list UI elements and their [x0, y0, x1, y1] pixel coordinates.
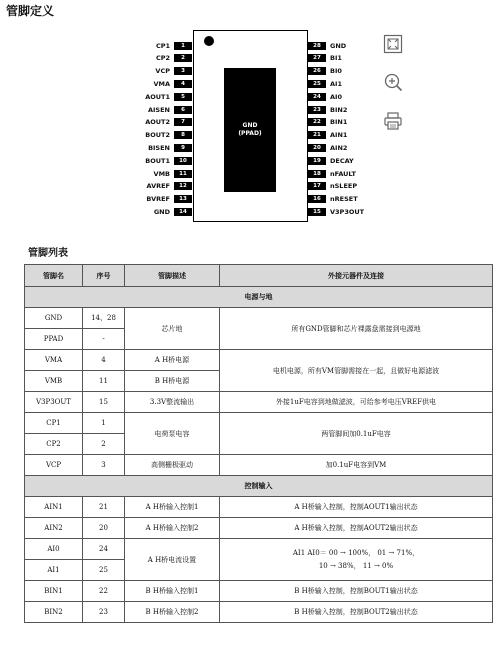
- pin-left-6: [120, 105, 192, 114]
- pin-number-box: 24: [308, 93, 326, 101]
- pin-list-heading: 管脚列表: [28, 248, 68, 259]
- pin-name-label: BOUT1: [145, 156, 170, 165]
- pin-left-7: [120, 118, 192, 127]
- pin-right-15: [308, 207, 388, 216]
- pin-name-cell: AIN2: [25, 518, 83, 539]
- pin-desc-cell: B H桥输入控制2: [125, 602, 220, 623]
- image-icon[interactable]: [382, 33, 404, 55]
- col-header-description: 管脚描述: [125, 265, 220, 287]
- thermal-pad: [224, 68, 276, 192]
- pin-name-label: VMB: [153, 169, 170, 178]
- pin-ext-cell: B H桥输入控制，控制BOUT2输出状态: [220, 602, 493, 623]
- print-icon[interactable]: [382, 110, 404, 132]
- pin-number-box: 22: [308, 118, 326, 126]
- pin-ext-cell: 电机电源，所有VM管脚需接在一起，且做好电源滤波: [220, 350, 493, 392]
- pin-number-box: 12: [174, 182, 192, 190]
- pin-number-box: 7: [174, 118, 192, 126]
- pin-name-label: AIN2: [330, 143, 348, 152]
- pin-left-5: [120, 92, 192, 101]
- pin-number-cell: 1: [83, 413, 125, 434]
- thermal-pad-label: GND: [242, 122, 258, 129]
- pin-right-27: [308, 54, 388, 63]
- table-row: [25, 350, 493, 371]
- pin-number-box: 3: [174, 67, 192, 75]
- pin-desc-cell: 芯片地: [125, 308, 220, 350]
- col-header-number: 序号: [83, 265, 125, 287]
- pin-desc-cell: 3.3V整流输出: [125, 392, 220, 413]
- pin-number-box: 21: [308, 131, 326, 139]
- col-header-external: 外接元器件及连接: [220, 265, 493, 287]
- pin-ext-cell: 两管脚间加0.1uF电容: [220, 413, 493, 455]
- pin-name-label: BI1: [330, 54, 342, 63]
- pin-definition-heading: 管脚定义: [6, 4, 55, 18]
- pin-desc-cell: A H桥输入控制2: [125, 518, 220, 539]
- pin-number-cell: 15: [83, 392, 125, 413]
- pin-number-box: 20: [308, 144, 326, 152]
- pin-left-4: [120, 79, 192, 88]
- pin1-marker: [204, 36, 214, 46]
- ext-line: 10 → 38%， 11 → 0%: [318, 561, 394, 570]
- pin-number-cell: 11: [83, 371, 125, 392]
- pin-name-label: GND: [330, 41, 347, 50]
- pin-left-13: [120, 195, 192, 204]
- pin-number-box: 19: [308, 157, 326, 165]
- section-title-control: 控制输入: [25, 476, 493, 497]
- table-row: [25, 518, 493, 539]
- pin-name-label: BIN2: [330, 105, 348, 114]
- pin-number-box: 25: [308, 80, 326, 88]
- col-header-pin-name: 管脚名: [25, 265, 83, 287]
- table-row: [25, 308, 493, 329]
- pin-ext-cell: 所有GND管脚和芯片裸露盘需接到电源地: [220, 308, 493, 350]
- pin-right-25: [308, 79, 388, 88]
- pin-name-label: V3P3OUT: [330, 207, 365, 216]
- table-row: [25, 455, 493, 476]
- pin-left-11: [120, 169, 192, 178]
- pin-desc-cell: 电荷泵电容: [125, 413, 220, 455]
- pin-right-22: [308, 118, 388, 127]
- pin-name-label: GND: [153, 207, 170, 216]
- pin-number-box: 5: [174, 93, 192, 101]
- pin-number-box: 15: [308, 208, 326, 216]
- pin-name-label: CP1: [155, 41, 170, 50]
- pin-name-label: AOUT2: [145, 118, 170, 127]
- table-row: [25, 497, 493, 518]
- pin-name-cell: BIN2: [25, 602, 83, 623]
- pin-desc-cell: B H桥电源: [125, 371, 220, 392]
- pin-desc-cell: B H桥输入控制1: [125, 581, 220, 602]
- pin-name-cell: CP2: [25, 434, 83, 455]
- pin-ext-cell: A H桥输入控制，控制AOUT2输出状态: [220, 518, 493, 539]
- pin-ext-cell: 外接1uF电容到地做滤波，可给参考电压VREF供电: [220, 392, 493, 413]
- table-row: [25, 581, 493, 602]
- pin-right-20: [308, 143, 388, 152]
- pin-number-box: 26: [308, 67, 326, 75]
- pin-number-cell: 22: [83, 581, 125, 602]
- pin-number-box: 28: [308, 42, 326, 50]
- section-row-control: [25, 476, 493, 497]
- pin-number-box: 8: [174, 131, 192, 139]
- pin-name-label: BI0: [330, 67, 342, 76]
- pin-left-8: [120, 131, 192, 140]
- pin-right-18: [308, 169, 388, 178]
- pin-desc-cell: A H桥电流设置: [125, 539, 220, 581]
- pin-number-cell: 23: [83, 602, 125, 623]
- pin-right-16: [308, 195, 388, 204]
- pin-number-box: 4: [174, 80, 192, 88]
- pin-name-cell: GND: [25, 308, 83, 329]
- pin-number-box: 10: [174, 157, 192, 165]
- pin-name-label: nSLEEP: [330, 182, 358, 191]
- pin-name-cell: CP1: [25, 413, 83, 434]
- ext-line: AI1 AI0＝ 00 → 100%， 01 → 71%，: [292, 548, 420, 557]
- section-title-power: 电源与地: [25, 287, 493, 308]
- pin-number-cell: -: [83, 329, 125, 350]
- pin-left-9: [120, 143, 192, 152]
- pin-name-cell: PPAD: [25, 329, 83, 350]
- pin-right-23: [308, 105, 388, 114]
- table-row: [25, 539, 493, 560]
- pin-name-label: BOUT2: [145, 131, 170, 140]
- pin-name-label: AISEN: [147, 105, 170, 114]
- pin-ext-cell: [220, 539, 493, 581]
- pin-name-cell: BIN1: [25, 581, 83, 602]
- pin-number-box: 2: [174, 54, 192, 62]
- pin-name-label: BVREF: [146, 195, 170, 204]
- pin-name-label: BIN1: [330, 118, 348, 127]
- table-row: [25, 413, 493, 434]
- pin-name-cell: AI1: [25, 560, 83, 581]
- pin-right-24: [308, 92, 388, 101]
- pin-left-10: [120, 156, 192, 165]
- pin-name-label: DECAY: [330, 156, 354, 165]
- pin-left-2: [120, 54, 192, 63]
- pin-left-1: [120, 41, 192, 50]
- pin-number-box: 16: [308, 195, 326, 203]
- pin-name-cell: AIN1: [25, 497, 83, 518]
- pin-name-label: BISEN: [148, 143, 170, 152]
- pin-number-box: 18: [308, 170, 326, 178]
- thermal-pad-sublabel: (PPAD): [238, 130, 262, 137]
- section-row-power: [25, 287, 493, 308]
- pin-right-28: [308, 41, 388, 50]
- pin-desc-cell: A H桥电源: [125, 350, 220, 371]
- pin-name-label: VMA: [153, 79, 170, 88]
- pin-desc-cell: 高侧栅极驱动: [125, 455, 220, 476]
- pin-left-14: [120, 207, 192, 216]
- pin-desc-cell: A H桥输入控制1: [125, 497, 220, 518]
- pin-number-box: 13: [174, 195, 192, 203]
- pin-number-cell: 24: [83, 539, 125, 560]
- pin-name-cell: AI0: [25, 539, 83, 560]
- pin-name-label: VCP: [155, 67, 170, 76]
- pin-number-box: 11: [174, 170, 192, 178]
- pin-right-26: [308, 67, 388, 76]
- pin-name-label: AI0: [330, 92, 342, 101]
- pin-number-box: 14: [174, 208, 192, 216]
- pin-ext-cell: B H桥输入控制，控制BOUT1输出状态: [220, 581, 493, 602]
- pin-number-cell: 4: [83, 350, 125, 371]
- pin-number-box: 1: [174, 42, 192, 50]
- pin-number-cell: 2: [83, 434, 125, 455]
- pin-name-label: nRESET: [330, 195, 358, 204]
- pin-name-label: AIN1: [330, 131, 348, 140]
- pin-right-17: [308, 182, 388, 191]
- pin-number-cell: 3: [83, 455, 125, 476]
- pin-number-cell: 25: [83, 560, 125, 581]
- pin-name-cell: V3P3OUT: [25, 392, 83, 413]
- pin-number-box: 23: [308, 106, 326, 114]
- pin-right-21: [308, 131, 388, 140]
- table-row: [25, 602, 493, 623]
- pin-ext-cell: A H桥输入控制，控制AOUT1输出状态: [220, 497, 493, 518]
- pin-name-label: AI1: [330, 79, 342, 88]
- pin-number-box: 6: [174, 106, 192, 114]
- pin-number-cell: 20: [83, 518, 125, 539]
- pin-name-label: CP2: [155, 54, 170, 63]
- pin-table: [24, 264, 493, 623]
- pin-left-3: [120, 67, 192, 76]
- pin-name-cell: VMB: [25, 371, 83, 392]
- pin-left-12: [120, 182, 192, 191]
- pin-ext-cell: 加0.1uF电容到VM: [220, 455, 493, 476]
- table-row: [25, 392, 493, 413]
- pin-number-box: 27: [308, 54, 326, 62]
- table-header-row: [25, 265, 493, 287]
- pin-number-cell: 21: [83, 497, 125, 518]
- pin-right-19: [308, 156, 388, 165]
- pin-number-cell: 14、28: [83, 308, 125, 329]
- pin-number-box: 17: [308, 182, 326, 190]
- pin-name-label: nFAULT: [330, 169, 356, 178]
- pin-name-cell: VCP: [25, 455, 83, 476]
- pin-number-box: 9: [174, 144, 192, 152]
- pin-name-cell: VMA: [25, 350, 83, 371]
- pin-name-label: AVREF: [146, 182, 170, 191]
- zoom-in-icon[interactable]: [382, 71, 404, 93]
- pin-name-label: AOUT1: [145, 92, 170, 101]
